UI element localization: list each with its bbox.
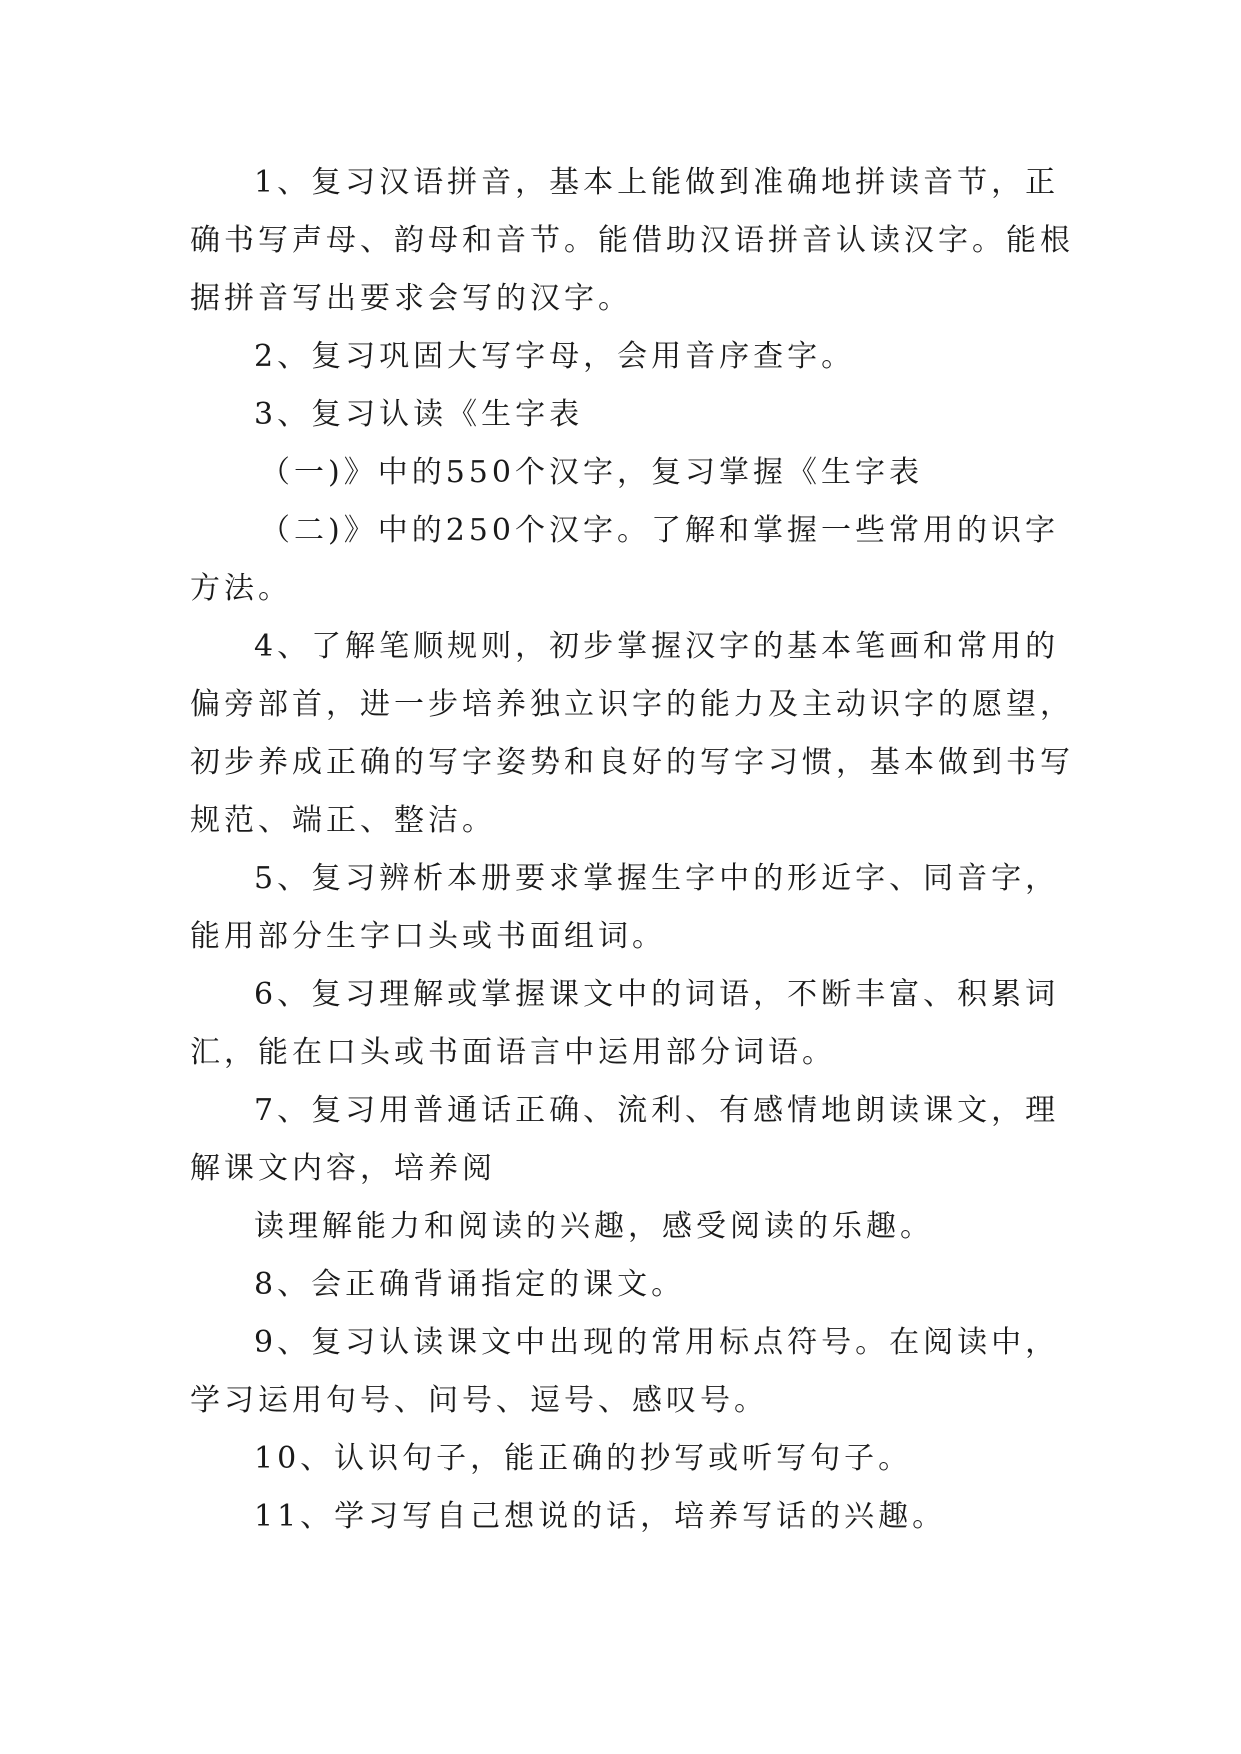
paragraph-line: 6、复习理解或掌握课文中的词语，不断丰富、积累词 <box>254 977 1060 1012</box>
paragraph-line: 3、复习认读《生字表 <box>254 397 584 432</box>
paragraph-10 <box>190 1198 1060 1256</box>
paragraph-line: 2、复习巩固大写字母，会用音序查字。 <box>254 339 856 374</box>
paragraph-line: 11、学习写自己想说的话，培养写话的兴趣。 <box>254 1499 947 1534</box>
paragraph-line: 9、复习认读课文中出现的常用标点符号。在阅读中， <box>254 1325 1060 1360</box>
paragraph-line: 5、复习辨析本册要求掌握生字中的形近字、同音字， <box>254 861 1060 896</box>
paragraph-line: 学习运用句号、问号、逗号、感叹号。 <box>190 1383 768 1418</box>
paragraph-9 <box>190 1082 1060 1198</box>
paragraph-line: 8、会正确背诵指定的课文。 <box>254 1267 686 1302</box>
paragraph-3 <box>190 386 1060 444</box>
document-body <box>190 154 1074 1546</box>
paragraph-line: 初步养成正确的写字姿势和良好的写字习惯，基本做到书写 <box>190 745 1074 780</box>
paragraph-line: 10、认识句子，能正确的抄写或听写句子。 <box>254 1441 913 1476</box>
paragraph-line: 汇，能在口头或书面语言中运用部分词语。 <box>190 1035 836 1070</box>
paragraph-8 <box>190 966 1060 1082</box>
paragraph-14 <box>190 1488 1060 1546</box>
paragraph-line: 确书写声母、韵母和音节。能借助汉语拼音认读汉字。能根 <box>190 223 1074 258</box>
paragraph-line: 规范、端正、整洁。 <box>190 803 496 838</box>
paragraph-line: 偏旁部首，进一步培养独立识字的能力及主动识字的愿望， <box>190 687 1074 722</box>
paragraph-11 <box>190 1256 1060 1314</box>
paragraph-line: 解课文内容，培养阅 <box>190 1151 496 1186</box>
paragraph-line: 读理解能力和阅读的兴趣，感受阅读的乐趣。 <box>254 1209 934 1244</box>
paragraph-7 <box>190 850 1060 966</box>
paragraph-2 <box>190 328 1060 386</box>
paragraph-line: 4、了解笔顺规则，初步掌握汉字的基本笔画和常用的 <box>254 629 1060 664</box>
paragraph-5 <box>190 502 1060 618</box>
paragraph-line: 据拼音写出要求会写的汉字。 <box>190 281 632 316</box>
paragraph-line: 能用部分生字口头或书面组词。 <box>190 919 666 954</box>
paragraph-12 <box>190 1314 1060 1430</box>
paragraph-line: 7、复习用普通话正确、流利、有感情地朗读课文，理 <box>254 1093 1060 1128</box>
paragraph-13 <box>190 1430 1060 1488</box>
paragraph-1 <box>190 154 1074 328</box>
paragraph-line: 1、复习汉语拼音，基本上能做到准确地拼读音节，正 <box>254 165 1060 200</box>
paragraph-line: （二)》中的250个汉字。了解和掌握一些常用的识字 <box>260 513 1059 548</box>
paragraph-line: 方法。 <box>190 571 292 606</box>
paragraph-line: （一)》中的550个汉字，复习掌握《生字表 <box>260 455 923 490</box>
paragraph-6 <box>190 618 1074 850</box>
paragraph-4 <box>190 444 1060 502</box>
